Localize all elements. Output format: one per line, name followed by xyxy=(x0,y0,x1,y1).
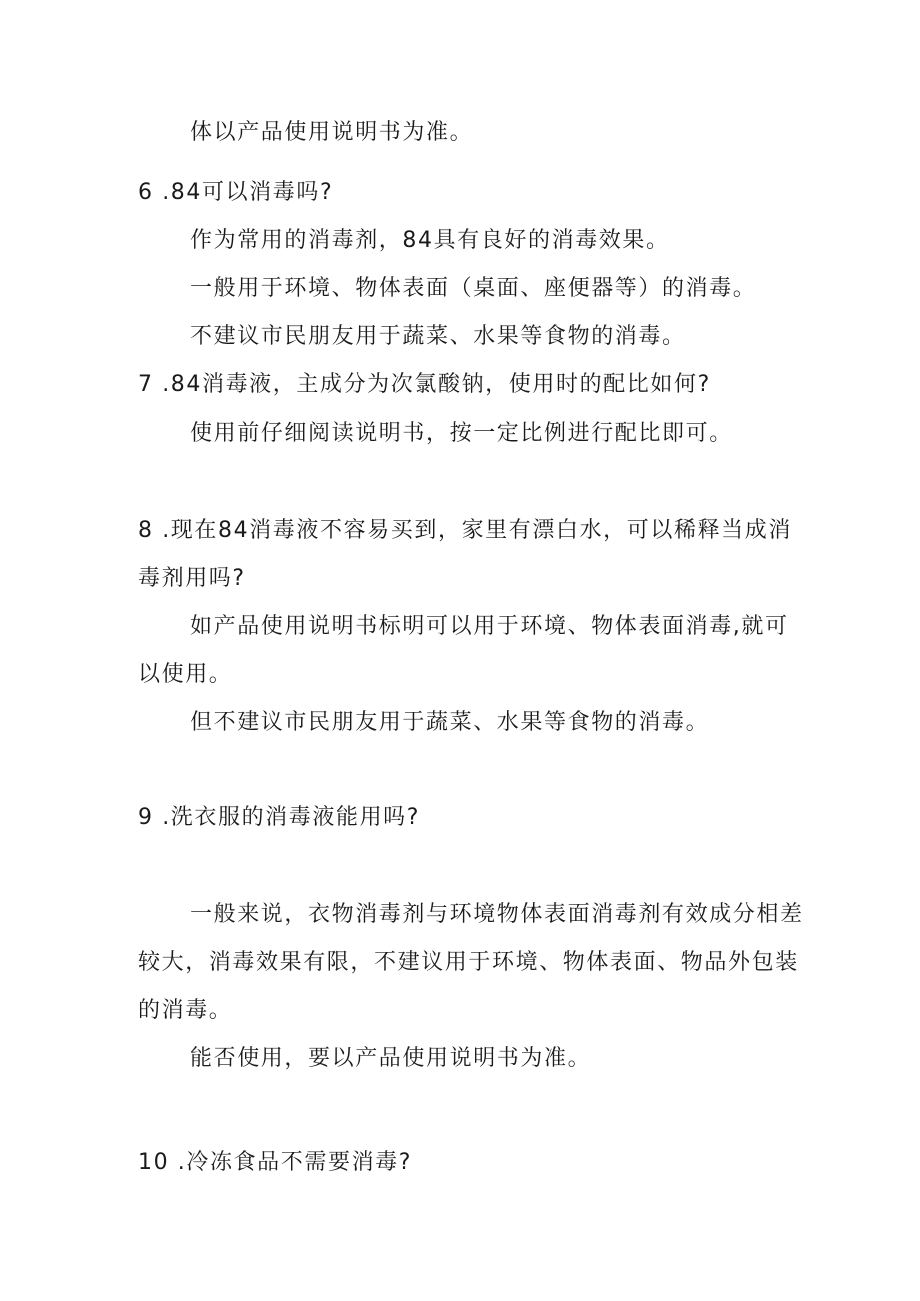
question-heading-8-continued: 毒剂用吗? xyxy=(138,566,246,591)
paragraph-line: 以使用。 xyxy=(138,662,233,687)
paragraph-line: 一般来说，衣物消毒剂与环境物体表面消毒剂有效成分相差 xyxy=(190,902,804,927)
paragraph-line: 体以产品使用说明书为准。 xyxy=(190,120,474,145)
question-heading-6: 6 .84可以消毒吗? xyxy=(138,180,334,205)
paragraph-line: 但不建议市民朋友用于蔬菜、水果等食物的消毒。 xyxy=(190,710,710,735)
paragraph-line: 能否使用，要以产品使用说明书为准。 xyxy=(190,1046,592,1071)
paragraph-line: 一般用于环境、物体表面（桌面、座便器等）的消毒。 xyxy=(190,276,757,301)
question-heading-10: 10 .冷冻食品不需要消毒? xyxy=(138,1150,413,1175)
question-heading-7: 7 .84消毒液，主成分为次氯酸钠，使用时的配比如何? xyxy=(138,372,711,397)
question-heading-8: 8 .现在84消毒液不容易买到，家里有漂白水，可以稀释当成消 xyxy=(138,518,792,543)
paragraph-line: 作为常用的消毒剂，84具有良好的消毒效果。 xyxy=(190,228,670,253)
paragraph-line: 不建议市民朋友用于蔬菜、水果等食物的消毒。 xyxy=(190,324,686,349)
paragraph-line: 使用前仔细阅读说明书，按一定比例进行配比即可。 xyxy=(190,421,733,446)
question-heading-9: 9 .洗衣服的消毒液能用吗? xyxy=(138,805,421,830)
paragraph-line: 如产品使用说明书标明可以用于环境、物体表面消毒,就可 xyxy=(190,614,789,639)
paragraph-line: 的消毒。 xyxy=(138,998,233,1023)
paragraph-line: 较大，消毒效果有限，不建议用于环境、物体表面、物品外包装 xyxy=(138,950,799,975)
